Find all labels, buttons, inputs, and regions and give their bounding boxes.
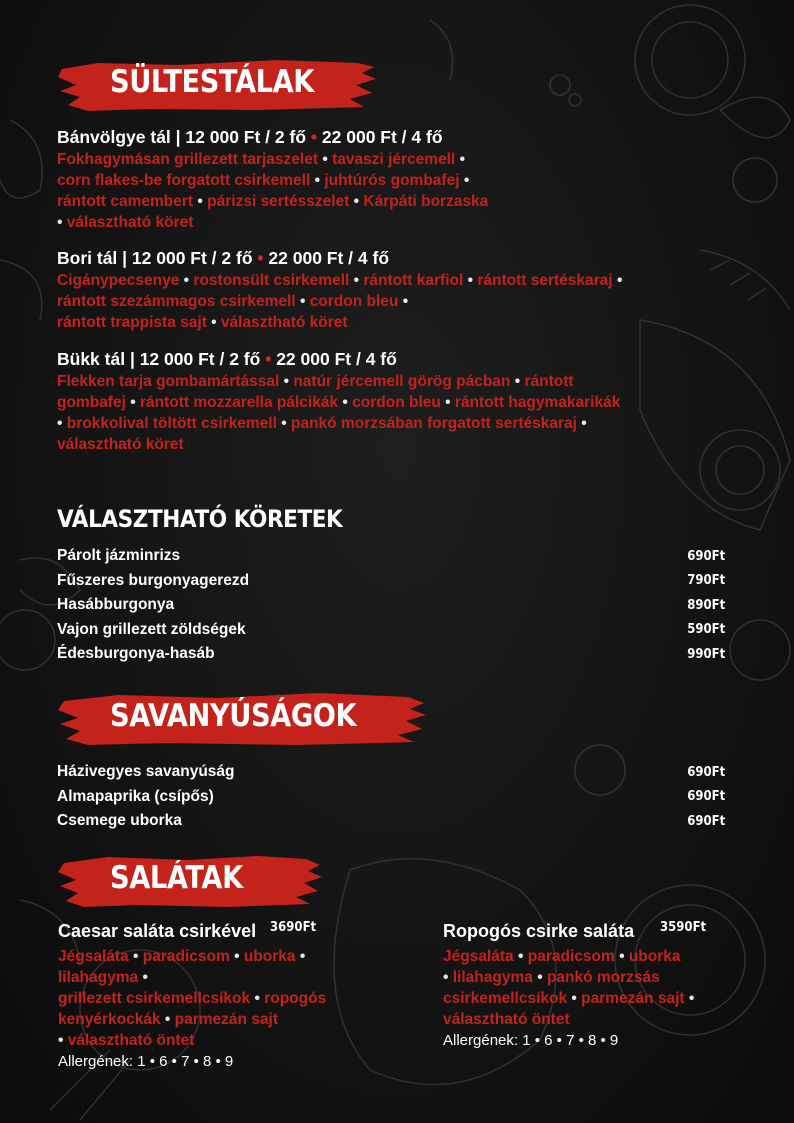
- list-item: Almapaprika (csípős) 690Ft: [57, 787, 725, 805]
- section-banner-sultestalak: [58, 57, 378, 113]
- salad-ropogos: [443, 921, 743, 1051]
- platter-bukk: [57, 348, 737, 455]
- platter-banvolgye: [57, 126, 737, 233]
- allergen-info: Allergének: 1 • 6 • 7 • 8 • 9: [443, 1032, 619, 1049]
- list-item: Hasábburgonya 890Ft: [57, 596, 725, 614]
- allergen-info: Allergének: 1 • 6 • 7 • 8 • 9: [58, 1053, 234, 1070]
- salad-description: Jégsaláta • paradicsom • uborka • lilahagyma • grillezett csirkemellcsíkok • ropogós kenyérkockák • parmezán sajt • választható öntet: [58, 948, 327, 1049]
- salad-price: 3590Ft: [660, 920, 707, 935]
- list-item: Vajon grillezett zöldségek 590Ft: [57, 620, 725, 638]
- list-item: Házivegyes savanyúság 690Ft: [57, 763, 725, 781]
- koretek-list: [57, 544, 725, 667]
- platter-title: Bükk tál | 12 000 Ft / 2 fő • 22 000 Ft / 4 fő: [57, 349, 397, 369]
- salad-description: Jégsaláta • paradicsom • uborka • lilahagyma • pankó morzsás csirkemellcsíkok • parmezán sajt • választható öntet: [443, 948, 695, 1028]
- platter-bori: [57, 247, 737, 333]
- salad-price: 3690Ft: [270, 920, 317, 935]
- platter-title: Bánvölgye tál | 12 000 Ft / 2 fő • 22 000 Ft / 4 fő: [57, 127, 443, 147]
- list-item: Fűszeres burgonyagerezd 790Ft: [57, 571, 725, 589]
- platter-title: Bori tál | 12 000 Ft / 2 fő • 22 000 Ft / 4 fő: [57, 248, 390, 268]
- savanyusagok-list: [57, 760, 725, 834]
- platter-description: Fokhagymásan grillezett tarjaszelet • tavaszi jércemell • corn flakes-be forgatott csirkemell • juhtúrós gombafej • rántott camembert • párizsi sertésszelet • Kárpáti borzaska • választható köret: [57, 151, 489, 231]
- salad-name: Ropogós csirke saláta: [443, 921, 635, 941]
- section-title: SAVANYÚSÁGOK: [110, 698, 357, 734]
- section-title: SALÁTAK: [110, 860, 243, 896]
- platter-description: Flekken tarja gombamártással • natúr jércemell görög pácban • rántott gombafej • rántott mozzarella pálcikák • cordon bleu • rántott hagymakarikák • brokkolival töltött csirkemell • pankó morzsában forgatott sertéskaraj • választható köret: [57, 373, 621, 453]
- list-item: Csemege uborka 690Ft: [57, 812, 725, 830]
- salad-name: Caesar saláta csirkével: [58, 921, 257, 941]
- section-title: SÜLTESTÁLAK: [110, 64, 314, 100]
- platter-description: Cigánypecsenye • rostonsült csirkemell • rántott karfiol • rántott sertéskaraj • rántott szezámmagos csirkemell • cordon bleu • rántott trappista sajt • választható köret: [57, 272, 623, 331]
- section-banner-savanyusagok: [58, 691, 428, 747]
- section-banner-salatak: [58, 853, 322, 909]
- list-item: Párolt jázminrizs 690Ft: [57, 547, 725, 565]
- list-item: Édesburgonya-hasáb 990Ft: [57, 645, 725, 663]
- salad-caesar: [58, 921, 388, 1072]
- koretek-title: VÁLASZTHATÓ KÖRETEK: [57, 505, 343, 533]
